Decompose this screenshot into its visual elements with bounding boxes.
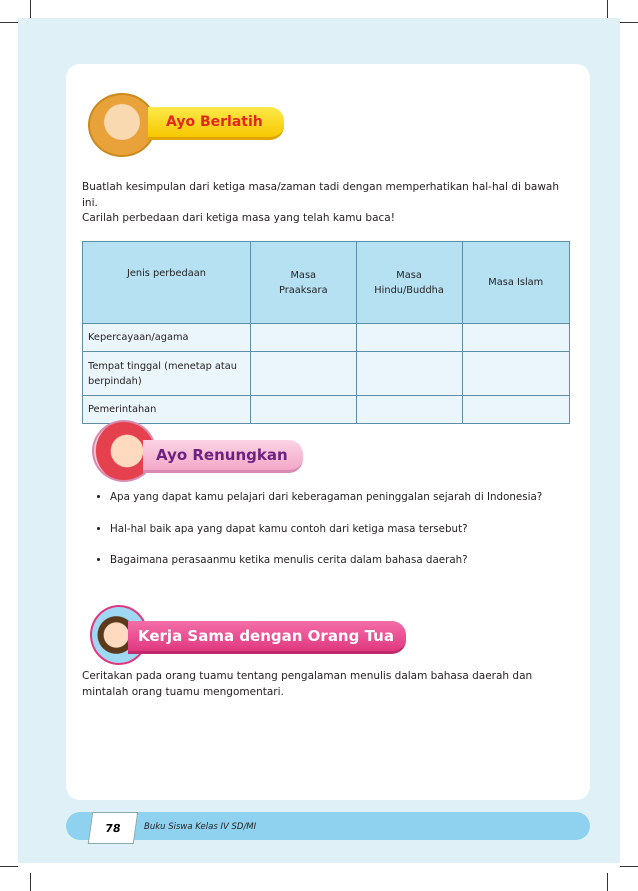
reflection-list	[95, 490, 550, 585]
table-row-label: Kepercayaan/agama	[83, 324, 251, 352]
book-title: Buku Siswa Kelas IV SD/MI	[144, 822, 257, 832]
table-header-label: Masa Hindu/Buddha	[374, 269, 444, 296]
table-row-label	[83, 352, 251, 396]
ayo-berlatih-banner	[148, 107, 284, 140]
table-header	[356, 242, 462, 324]
crop-mark	[607, 873, 608, 891]
table-row-label: Pemerintahan	[83, 396, 251, 424]
crop-mark	[620, 22, 638, 23]
table-cell	[250, 324, 356, 352]
crop-mark	[0, 866, 18, 867]
table-cell	[356, 352, 462, 396]
crop-mark	[0, 22, 18, 23]
instruction-paragraph: Buatlah kesimpulan dari ketiga masa/zaman tadi dengan memperhatikan hal-hal di bawah ini.	[82, 181, 560, 209]
table-row-text: Tempat tinggal (menetap atau berpindah)	[88, 360, 237, 387]
student-writing-icon	[88, 93, 156, 157]
crop-mark	[30, 0, 31, 18]
crop-mark	[607, 0, 608, 18]
comparison-table	[82, 241, 570, 424]
table-header: Jenis perbedaan	[83, 242, 251, 324]
section-title: Ayo Berlatih	[166, 114, 263, 130]
crop-mark	[30, 873, 31, 891]
table-row	[83, 396, 570, 424]
table-cell	[250, 352, 356, 396]
table-cell	[462, 352, 569, 396]
section-title: Kerja Sama dengan Orang Tua	[138, 627, 394, 645]
instruction-paragraph: Carilah perbedaan dari ketiga masa yang telah kamu baca!	[82, 212, 395, 224]
list-item: • Apa yang dapat kamu pelajari dari keberagaman peninggalan sejarah di Indonesia?	[110, 490, 550, 506]
table-header-row	[83, 242, 570, 324]
table-header: Masa Islam	[462, 242, 569, 324]
table-cell	[356, 324, 462, 352]
page-number-text: 78	[104, 821, 122, 835]
section-title: Ayo Renungkan	[156, 446, 288, 464]
instruction-paragraph: Ceritakan pada orang tuamu tentang pengalaman menulis dalam bahasa daerah dan mintalah orang tuamu mengomentari.	[82, 670, 533, 698]
list-item: • Bagaimana perasaanmu ketika menulis cerita dalam bahasa daerah?	[110, 553, 550, 569]
table-row	[83, 352, 570, 396]
table-cell	[250, 396, 356, 424]
ayo-renungkan-banner	[143, 440, 303, 473]
table-cell	[462, 396, 569, 424]
page-number	[88, 812, 138, 844]
crop-mark	[620, 866, 638, 867]
kerja-sama-banner	[128, 621, 406, 654]
table-header	[250, 242, 356, 324]
table-cell	[462, 324, 569, 352]
table-cell	[356, 396, 462, 424]
list-item: • Hal-hal baik apa yang dapat kamu contoh dari ketiga masa tersebut?	[110, 522, 550, 538]
table-row	[83, 324, 570, 352]
table-header-label: Masa Praaksara	[278, 269, 328, 296]
